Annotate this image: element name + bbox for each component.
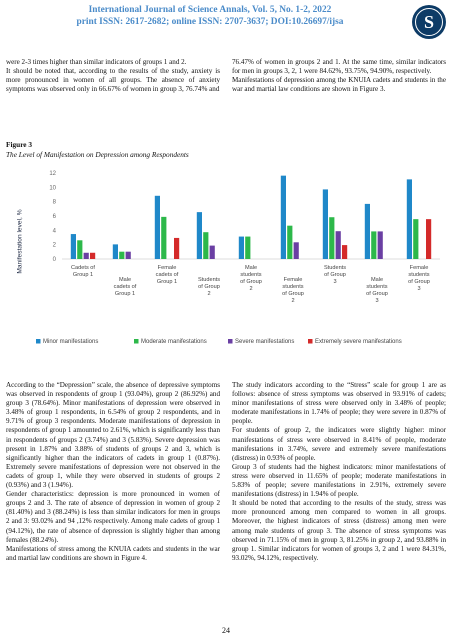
y-tick-label: 6 [52,214,56,220]
figure-caption: The Level of Manifestation on Depression among Respondents [6,150,189,159]
bar [71,234,76,259]
bar [203,232,208,259]
bar [113,244,118,259]
x-tick-label: Students of Group 2 [197,277,221,297]
bar [210,246,215,259]
logo-letter: S [415,8,443,36]
bar [365,204,370,259]
x-tick-label: Male cadets of Group 1 [113,277,137,297]
x-tick-label: Cadets of Group 1 [71,265,95,278]
x-tick-label: Male students of Group 2 [240,265,262,292]
x-tick-label: Female students of Group 3 [408,265,430,292]
journal-issn: print ISSN: 2617-2682; online ISSN: 2707-3637; DOI:10.26697/ijsa [76,17,344,27]
bar [239,237,244,259]
bar [336,231,341,259]
paragraph: According to the “Depression” scale, the absence of depressive symptoms was observed in respondents of group 1 (93.04%), group 2 (86.92%) and group 3 (78.64%). Minor manifestations of depression were observed in 3.48% of group 1 respondents, in 6.54% of group 2 respondents, and in 9.71% of group 3 respondents. Moderate manifestations of depression in respondents of group 1 amounted to 2.61%, which is significantly less than in respondents of groups 2 (3.74%) and 3 (5.83%). Severe depression was present in 1.87% and 3.88% of students of groups 2 and 3, which is significantly higher than the indicators of cadets in group 1 (0.87%). Extremely severe manifestations of depression were not observed in the cadets of group 1, while they were observed in students of groups 2 (0.93%) and 3 (1.94%). [6,381,220,490]
text-column-right-bottom [232,381,446,563]
paragraph: were 2-3 times higher than similar indicators of groups 1 and 2. [6,58,187,66]
paragraph: For students of group 2, the indicators were slightly higher: minor manifestations of stress were observed in 8.41% of people, moderate manifestations in 3.74%, severe and extremely severe manifestations (distress) in 0.93% of people. [232,426,446,462]
bar [126,252,131,259]
paragraph: Gender characteristics: depression is more pronounced in women of groups 2 and 3. The rate of absence of depression in women of group 2 (81.40%) and 3 (88.24%) is less than similar indicators for men in groups 2 and 3: 93.02% and 94 ,12% respectively. Among male cadets of group 1 (94.12%), the rate of absence of depression is slightly higher than among females (88.24%). [6,490,220,544]
x-tick-label: Female cadets of Group 1 [155,265,179,285]
journal-header [0,0,452,44]
legend-swatch [228,339,233,344]
bar [407,179,412,259]
legend-swatch [308,339,313,344]
bar [294,242,299,259]
x-tick-label: Female students of Group 2 [282,277,304,304]
y-tick-label: 0 [52,257,56,263]
bar [287,226,292,259]
bar [413,219,418,259]
legend-label: Minor manifestations [43,339,99,345]
journal-title: International Journal of Science Annals, Vol. 5, No. 1-2, 2022 [88,5,332,15]
paragraph: 76.47% of women in groups 2 and 1. At the same time, similar indicators for men in groups 3, 2, 1 were 84.62%, 93.75%, 94.90%, respectively. [232,58,446,76]
legend-label: Moderate manifestations [141,339,207,345]
bar [84,253,89,259]
legend-swatch [134,339,139,344]
bar [329,217,334,259]
y-tick-label: 12 [49,171,56,177]
bar [155,196,160,259]
y-tick-label: 8 [52,199,56,206]
paragraph: Manifestations of depression among the KNUIA cadets and students in the war and martial law conditions are shown in Figure 3. [232,76,446,94]
bar [281,176,286,259]
bar [371,231,376,259]
legend-label: Extremely severe manifestations [315,339,402,345]
bar [378,231,383,259]
y-axis-label-text: Manifestation level, % [16,209,24,274]
paragraph: Manifestations of stress among the KNUIA cadets and students in the war and martial law conditions are shown in Figure 4. [6,544,220,562]
bar [323,189,328,259]
bar [119,252,124,259]
page-number: 24 [222,626,230,635]
bar [174,238,179,259]
x-tick-label: Male students of Group 3 [366,277,388,304]
y-tick-label: 10 [49,185,56,192]
y-tick-label: 4 [52,228,56,235]
journal-logo-icon [412,5,446,39]
bar [161,217,166,259]
figure-label: Figure 3 [6,140,33,149]
bar [197,212,202,259]
bar [77,240,82,259]
bar [426,219,431,259]
paragraph: It should be noted that according to the results of the study, stress was more pronounced among men compared to women in all groups. Moreover, the highest indicators of stress (distress) among men were among male students of group 3. The absence of stress symptoms was observed in 71.15% of men in group 3, 81.25% in group 2, and 93.88% in group 1. Similar indicators for women of groups 3, 2 and 1 were 84.31%, 93.02%, 94.12%, respectively. [232,499,446,562]
bar [342,245,347,259]
paragraph: It should be noted that, according to the results of the study, anxiety is more pronounced in women of all groups. The absence of anxiety symptoms was observed only in 66.67% of women in group 3, 76.74% and [6,67,220,94]
paragraph: Group 3 of students had the highest indicators: minor manifestations of stress were observed in 11.65% of people; moderate manifestations in 5.83% of people; severe manifestations in 2.91%, extremely severe manifestations (distress) in 1.94% of people. [232,462,446,499]
legend-swatch [36,339,41,344]
text-column-left-top [6,58,220,94]
x-tick-label: Students of Group 3 [323,265,347,285]
text-column-left-bottom [6,381,220,563]
bar [90,253,95,259]
chart-y-axis-label [10,190,30,300]
text-column-right-top [232,58,446,94]
paragraph: The study indicators according to the “Stress” scale for group 1 are as follows: absence of stress symptoms was observed in 93.91% of cadets; minor manifestations of stress were observed only in 3.48% of people; moderate manifestations in 1.74% of people; they were severe in 0.87% of people. [232,381,446,426]
y-tick-label: 2 [52,242,56,249]
legend-label: Severe manifestations [235,339,295,345]
depression-bar-chart [36,165,446,365]
bar [245,237,250,259]
